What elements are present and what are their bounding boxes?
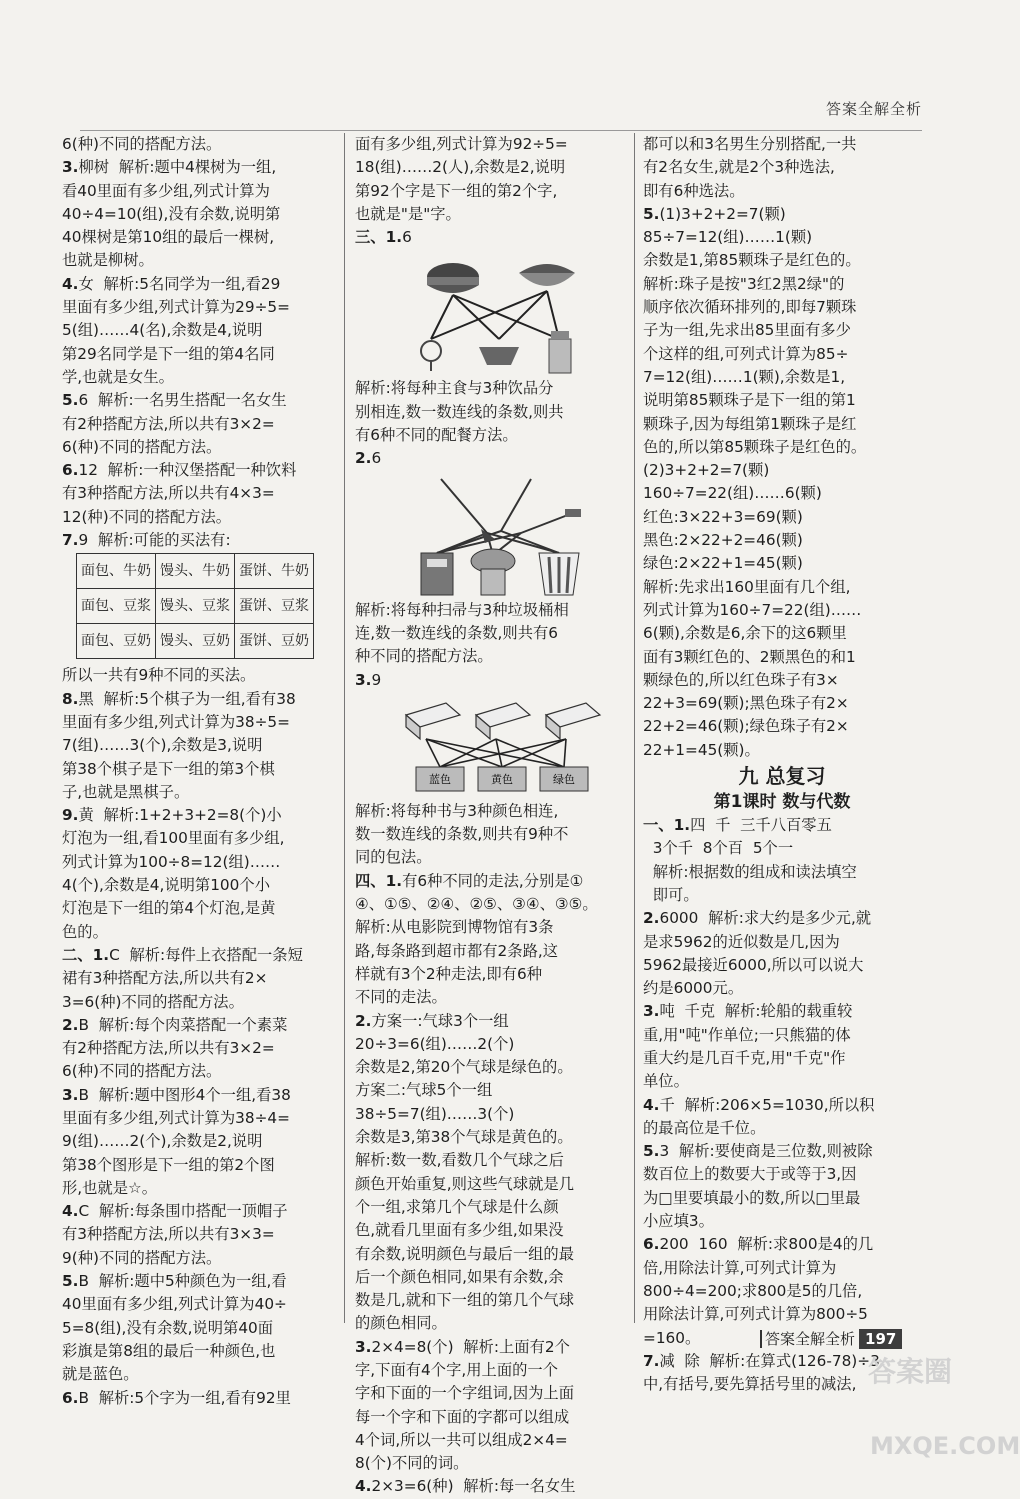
text-line: 约是6000元。 [643, 979, 744, 998]
text-line: 第38个棋子是下一组的第3个棋 [62, 759, 275, 778]
column-left [62, 133, 338, 1410]
text-line: 重,用"吨"作单位;一只熊猫的体 [643, 1025, 851, 1044]
text-line: 里面有多少组,列式计算为29÷5= [62, 298, 290, 317]
text-line: 子为一组,先求出85里面有多少 [643, 321, 851, 340]
text-line: 2.6000 解析:求大约是多少元,就 [643, 909, 872, 928]
footer-label: 答案全解全析 [765, 1330, 856, 1348]
text-line: 6(种)不同的搭配方法。 [62, 1062, 222, 1081]
text-line: 3.B 解析:题中图形4个一组,看38 [62, 1085, 291, 1104]
table-cell: 面包、豆浆 [77, 589, 156, 624]
text-line: 第38个图形是下一组的第2个图 [62, 1155, 275, 1174]
column-middle [355, 133, 627, 1499]
text-line: 解析:数一数,看数几个气球之后 [355, 1151, 564, 1170]
text-line: 数百位上的数要大于或等于3,因 [643, 1165, 857, 1184]
text-line: 子,也就是黑棋子。 [62, 782, 190, 801]
text-line: (2)3+2+2=7(颗) [643, 461, 770, 480]
text-line: 同的包法。 [355, 848, 432, 867]
text-line: 里面有多少组,列式计算为38÷5= [62, 712, 290, 731]
text-line: 不同的走法。 [355, 988, 447, 1007]
text-block [62, 664, 338, 1410]
text-line: 裙有3种搭配方法,所以共有2× [62, 969, 268, 988]
text-line: 解析:将每种扫帚与3种垃圾桶相 [355, 600, 569, 619]
text-line: 18(组)……2(人),余数是2,说明 [355, 158, 566, 177]
text-line: 色,就看几里面有多少组,如果没 [355, 1221, 564, 1240]
text-line: 有2名女生,就是2个3种选法, [643, 158, 835, 177]
text-line: 有6种不同的配餐方法。 [355, 426, 518, 445]
text-line: 6(颗),余数是6,余下的这6颗里 [643, 624, 847, 643]
table-cell: 面包、牛奶 [77, 554, 156, 589]
text-line: 4.千 解析:206×5=1030,所以积 [643, 1095, 875, 1114]
section-title: 九 总复习 [738, 764, 826, 789]
text-line: 5962最接近6000,所以可以说大 [643, 955, 864, 974]
table-row [77, 589, 314, 624]
text-line: 路,每条路到超市都有2条路,这 [355, 941, 559, 960]
text-line: 字和下面的一个字组词,因为上面 [355, 1384, 575, 1403]
text-line: 别相连,数一数连线的条数,则共 [355, 402, 564, 421]
text-line: 6.B 解析:5个字为一组,看有92里 [62, 1388, 291, 1407]
text-line: 后一个颜色相同,如果有余数,余 [355, 1267, 564, 1286]
text-line: 颜色开始重复,则这些气球就是几 [355, 1174, 575, 1193]
text-line: 余数是1,第85颗珠子是红色的。 [643, 251, 861, 270]
text-line: 2.方案一:气球3个一组 [355, 1011, 509, 1030]
watermark-logo: 答案圈 [868, 1355, 953, 1388]
text-line: 5=8(组),没有余数,说明第40面 [62, 1318, 274, 1337]
text-line: 面有多少组,列式计算为92÷5= [355, 135, 568, 153]
text-line: 所以一共有9种不同的买法。 [62, 666, 256, 685]
text-line: 数是几,就和下一组的第几个气球 [355, 1291, 575, 1310]
text-line: 每一个字和下面的字都可以组成 [355, 1407, 570, 1426]
column-divider [344, 133, 345, 1323]
text-line: 样就有3个2种走法,即有6种 [355, 964, 543, 983]
text-line: 12(种)不同的搭配方法。 [62, 507, 232, 526]
footer-bar [760, 1330, 762, 1348]
text-line: 是求5962的近似数是几,因为 [643, 932, 840, 951]
text-line: 6.200 160 解析:求800是4的几 [643, 1235, 874, 1254]
text-line: 种不同的搭配方法。 [355, 647, 493, 666]
text-line: 第29名同学是下一组的第4名同 [62, 344, 275, 363]
text-line: 列式计算为100÷8=12(组)…… [62, 852, 281, 871]
text-line: 色的,所以第85颗珠子是红色的。 [643, 437, 867, 456]
purchase-options-table [76, 553, 314, 659]
text-block [355, 599, 627, 692]
table-cell: 馒头、豆浆 [156, 589, 235, 624]
meal-matching-illustration [375, 249, 627, 377]
text-line: 即有6种选法。 [643, 181, 745, 200]
text-line: 方案二:气球5个一组 [355, 1081, 493, 1100]
text-line: 9.黄 解析:1+2+3+2=8(个)小 [62, 806, 282, 825]
text-line: 解析:先求出160里面有几个组, [643, 577, 851, 596]
text-line: 数一数连线的条数,则共有9种不 [355, 825, 569, 844]
text-line: 6.12 解析:一种汉堡搭配一种饮料 [62, 461, 297, 480]
text-line: 22+2=46(颗);绿色珠子有2× [643, 717, 849, 736]
text-line: 一、1.四 千 三千八百零五 [643, 816, 832, 835]
text-line: 5.B 解析:题中5种颜色为一组,看 [62, 1272, 287, 1291]
text-line: 的颜色相同。 [355, 1314, 447, 1333]
text-line: 有2种搭配方法,所以共有3×2= [62, 1039, 275, 1058]
text-line: 黑色:2×22+2=46(颗) [643, 531, 803, 550]
text-line: 列式计算为160÷7=22(组)…… [643, 600, 862, 619]
text-line: 3=6(种)不同的搭配方法。 [62, 992, 244, 1011]
text-line: 灯泡为一组,看100里面有多少组, [62, 829, 285, 848]
text-line: 灯泡是下一组的第4个灯泡,是黄 [62, 899, 276, 918]
table-cell: 馒头、牛奶 [156, 554, 235, 589]
text-line: 22+1=45(颗)。 [643, 740, 760, 759]
text-line: 5.6 解析:一名男生搭配一名女生 [62, 391, 287, 410]
text-line: 用除法计算,可列式计算为800÷5 [643, 1305, 868, 1324]
text-line: 个一组,求第几个气球是什么颜 [355, 1197, 559, 1216]
text-block [643, 133, 921, 762]
text-line: 3.9 [355, 670, 382, 689]
text-line: 余数是2,第20个气球是绿色的。 [355, 1058, 573, 1077]
text-line: 顺序依次循环排列的,即每7颗珠 [643, 298, 857, 317]
text-line: 2.6 [355, 449, 382, 468]
text-line: 都可以和3名男生分别搭配,一共 [643, 135, 857, 153]
text-line: 4.女 解析:5名同学为一组,看29 [62, 274, 281, 293]
text-line: 20÷3=6(组)……2(个) [355, 1034, 515, 1053]
text-line: 里面有多少组,列式计算为38÷4= [62, 1108, 290, 1127]
table-row [77, 554, 314, 589]
text-line: 解析:珠子是按"3红2黑2绿"的 [643, 274, 845, 293]
text-line: 4(个),余数是4,说明第100个小 [62, 876, 270, 895]
text-line: 40÷4=10(组),没有余数,说明第 [62, 204, 281, 223]
color-label: 黄色 [491, 772, 513, 786]
table-cell: 面包、豆奶 [77, 624, 156, 659]
text-line: 面有3颗红色的、2颗黑色的和1 [643, 647, 856, 666]
text-line: 4.C 解析:每条围巾搭配一顶帽子 [62, 1202, 288, 1221]
text-line: 40里面有多少组,列式计算为40÷ [62, 1295, 287, 1314]
text-line: 倍,用除法计算,可列式计算为 [643, 1258, 837, 1277]
text-line: 二、1.C 解析:每件上衣搭配一条短 [62, 945, 303, 964]
text-line: 3.柳树 解析:题中4棵树为一组, [62, 158, 277, 177]
text-line: 4.2×3=6(种) 解析:每一名女生 [355, 1477, 576, 1496]
text-line: 5(组)……4(名),余数是4,说明 [62, 321, 263, 340]
column-right [643, 133, 921, 1396]
text-line: 2.B 解析:每个肉菜搭配一个素菜 [62, 1015, 288, 1034]
text-line: 解析:将每种主食与3种饮品分 [355, 379, 554, 398]
watermark-url: MXQE.COM [870, 1432, 1020, 1460]
text-block [62, 133, 338, 552]
text-line: 中,有括号,要先算括号里的减法, [643, 1375, 857, 1394]
text-line: 解析:将每种书与3种颜色相连, [355, 801, 559, 820]
text-line: =160。 [643, 1328, 701, 1347]
text-line: 颗绿色的,所以红色珠子有3× [643, 670, 839, 689]
text-line: 即可。 [643, 885, 699, 904]
text-line: 5.(1)3+2+2=7(颗) [643, 204, 786, 223]
footer [760, 1328, 902, 1349]
text-line: 3.2×4=8(个) 解析:上面有2个 [355, 1337, 570, 1356]
color-label: 蓝色 [429, 772, 451, 786]
text-block [355, 800, 627, 1499]
text-line: 小应填3。 [643, 1212, 714, 1231]
header-label: 答案全解全析 [825, 100, 922, 118]
page-number: 197 [859, 1329, 902, 1349]
color-label: 绿色 [553, 772, 575, 786]
text-line: 余数是3,第38个气球是黄色的。 [355, 1128, 573, 1147]
text-line: 7.9 解析:可能的买法有: [62, 531, 231, 550]
text-line: 第92个字是下一组的第2个字, [355, 181, 558, 200]
book-color-illustration [375, 692, 627, 800]
text-line: 也就是柳树。 [62, 251, 154, 270]
table-cell: 馒头、豆奶 [156, 624, 235, 659]
table-cell: 蛋饼、豆奶 [235, 624, 314, 659]
text-line: 绿色:2×22+1=45(颗) [643, 554, 803, 573]
text-line: 4个词,所以一共可以组成2×4= [355, 1430, 568, 1449]
column-divider [634, 133, 635, 1323]
text-line: 22+3=69(颗);黑色珠子有2× [643, 694, 849, 713]
text-line: 个这样的组,可列式计算为85÷ [643, 344, 849, 363]
text-line: 40棵树是第10组的最后一棵树, [62, 228, 275, 247]
text-line: 字,下面有4个字,用上面的一个 [355, 1360, 559, 1379]
text-block [355, 133, 627, 249]
text-line: 重大约是几百千克,用"千克"作 [643, 1048, 846, 1067]
text-line: 160÷7=22(组)……6(颗) [643, 484, 822, 503]
text-line: 看40里面有多少组,列式计算为 [62, 181, 270, 200]
text-line: 说明第85颗珠子是下一组的第1 [643, 391, 856, 410]
table-cell: 蛋饼、牛奶 [235, 554, 314, 589]
text-line: 8(个)不同的词。 [355, 1454, 469, 1473]
text-line: 红色:3×22+3=69(颗) [643, 507, 803, 526]
text-line: 6(种)不同的搭配方法。 [62, 135, 222, 153]
text-line: 彩旗是第8组的最后一种颜色,也 [62, 1341, 276, 1360]
broom-bin-illustration [375, 471, 627, 599]
text-line: 为□里要填最小的数,所以□里最 [643, 1188, 861, 1207]
text-line: 7.减 除 解析:在算式(126-78)÷3 [643, 1351, 880, 1370]
text-line: 3个千 8个百 5个一 [643, 839, 794, 858]
text-line: 连,数一数连线的条数,则共有6 [355, 623, 559, 642]
text-line: 三、1.6 [355, 228, 412, 247]
text-line: 有余数,说明颜色与最后一组的最 [355, 1244, 575, 1263]
text-line: 四、1.有6种不同的走法,分别是① [355, 871, 584, 890]
text-line: 解析:从电影院到博物馆有3条 [355, 918, 554, 937]
text-block [355, 377, 627, 470]
table-cell: 蛋饼、豆浆 [235, 589, 314, 624]
text-line: 也就是"是"字。 [355, 204, 461, 223]
text-line: 色的。 [62, 922, 108, 941]
text-line: 3.吨 千克 解析:轮船的载重较 [643, 1002, 853, 1021]
header-rule [80, 130, 922, 131]
text-line: 7=12(组)……1(颗),余数是1, [643, 367, 846, 386]
text-line: 解析:根据数的组成和读法填空 [643, 862, 857, 881]
text-line: 有3种搭配方法,所以共有3×3= [62, 1225, 275, 1244]
text-line: 有2种搭配方法,所以共有3×2= [62, 414, 275, 433]
text-line: 5.3 解析:要使商是三位数,则被除 [643, 1142, 873, 1161]
text-line: 6(种)不同的搭配方法。 [62, 437, 222, 456]
text-line: 85÷7=12(组)……1(颗) [643, 228, 813, 247]
text-line: 的最高位是千位。 [643, 1118, 766, 1137]
text-line: 9(种)不同的搭配方法。 [62, 1248, 222, 1267]
text-line: ④、①⑤、②④、②⑤、③④、③⑤。 [355, 895, 598, 914]
text-line: 形,也就是☆。 [62, 1178, 158, 1197]
text-line: 7(组)……3(个),余数是3,说明 [62, 736, 263, 755]
text-block [643, 814, 921, 1396]
text-line: 就是蓝色。 [62, 1365, 139, 1384]
section-subtitle: 第1课时 数与代数 [713, 792, 851, 813]
table-row [77, 624, 314, 659]
text-line: 有3种搭配方法,所以共有4×3= [62, 484, 275, 503]
text-line: 9(组)……2(个),余数是2,说明 [62, 1132, 263, 1151]
text-line: 单位。 [643, 1072, 689, 1091]
text-line: 学,也就是女生。 [62, 367, 174, 386]
text-line: 38÷5=7(组)……3(个) [355, 1104, 515, 1123]
text-line: 8.黑 解析:5个棋子为一组,看有38 [62, 689, 296, 708]
text-line: 800÷4=200;求800是5的几倍, [643, 1281, 863, 1300]
text-line: 颗珠子,因为每组第1颗珠子是红 [643, 414, 857, 433]
